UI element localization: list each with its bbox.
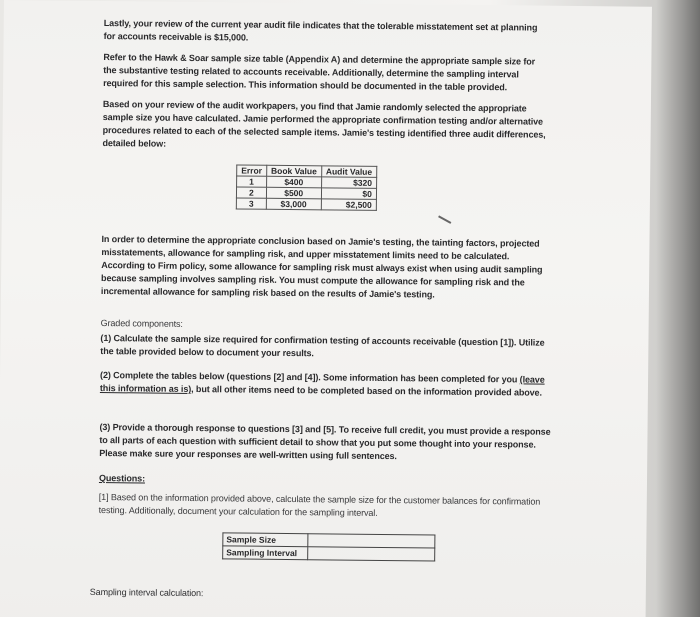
graded-item-2-text-b: , but all other items need to be completed based on the information provided above. bbox=[191, 383, 542, 398]
table-header-row bbox=[237, 165, 377, 177]
graded-item-1: (1) Calculate the sample size required for confirmation testing of accounts receivable (question [1]). Utilize the table provided below to document your results. bbox=[100, 333, 545, 359]
header-book-value: Book Value bbox=[266, 165, 321, 177]
paragraph-jamie-testing: Based on your review of the audit workpapers, you find that Jamie randomly selected the appropriate sample size you have calculated. Jamie performed the appropriate confirmation testing and/or alternative procedures related to each of the selected sample items. Jamie's testing identified three audit differences, detailed below: bbox=[102, 99, 546, 149]
questions-title: Questions: bbox=[98, 473, 146, 484]
audit-value: $320 bbox=[321, 177, 376, 189]
sampling-interval-label: Sampling Interval bbox=[223, 546, 308, 560]
book-value: $500 bbox=[266, 187, 321, 199]
graded-item-2 bbox=[100, 369, 555, 400]
sampling-interval-value[interactable] bbox=[308, 547, 435, 561]
question-1: [1] Based on the information provided above, calculate the sample size for the customer balances for confirmation testing. Additionally, document your calculation for the sampling interval. bbox=[98, 492, 541, 518]
sample-size-value[interactable] bbox=[308, 534, 435, 548]
graded-item-2-underlined: (leave this information as is) bbox=[99, 374, 545, 394]
table-row bbox=[236, 198, 376, 210]
graded-components-title: Graded components: bbox=[100, 318, 183, 329]
error-number: 3 bbox=[236, 198, 266, 209]
paragraph-conclusion-instructions: In order to determine the appropriate conclusion based on Jamie's testing, the tainting factors, projected misstatements, allowance for sampling risk, and upper misstatement limits need to be calculated. According to Firm policy, some allowance for sampling risk must always exist when using audit sampling because sampling involves sampling risk. You must compute the allowance for sampling risk and the incremental allowance for sampling risk based on the results of Jamie's testing. bbox=[100, 234, 543, 300]
header-audit-value: Audit Value bbox=[321, 166, 376, 178]
page-edge-shadow bbox=[656, 0, 700, 617]
error-number: 2 bbox=[236, 187, 266, 198]
audit-value: $2,500 bbox=[321, 199, 376, 211]
graded-item-3: (3) Provide a thorough response to questions [3] and [5]. To receive full credit, you must provide a response to all parts of each question with sufficient detail to show that you put some thought into your response. Please make sure your responses are well-written using full sentences. bbox=[99, 422, 551, 462]
sampling-interval-calculation-label: Sampling interval calculation: bbox=[89, 586, 204, 599]
paragraph-sample-size-instructions: Refer to the Hawk & Soar sample size table (Appendix A) and determine the appropriate sample size for the substantive testing related to accounts receivable. Additionally, determine the sampling interval required for this sample selection. This information should be documented in the table provided. bbox=[103, 52, 536, 93]
audit-value: $0 bbox=[321, 188, 376, 200]
sample-size-label: Sample Size bbox=[223, 533, 308, 547]
pen-mark bbox=[438, 215, 451, 223]
audit-differences-table bbox=[236, 164, 377, 210]
paragraph-tolerable-misstatement: Lastly, your review of the current year audit file indicates that the tolerable misstatement set at planning for accounts receivable is $15,000. bbox=[103, 18, 538, 43]
graded-item-2-text-a: (2) Complete the tables below (questions [2] and [4]). Some information has been completed for you bbox=[100, 370, 520, 385]
book-value: $400 bbox=[266, 176, 321, 188]
table-row bbox=[223, 546, 435, 561]
book-value: $3,000 bbox=[266, 198, 321, 210]
header-error: Error bbox=[237, 165, 267, 176]
sample-size-table bbox=[222, 532, 435, 561]
error-number: 1 bbox=[237, 176, 267, 187]
